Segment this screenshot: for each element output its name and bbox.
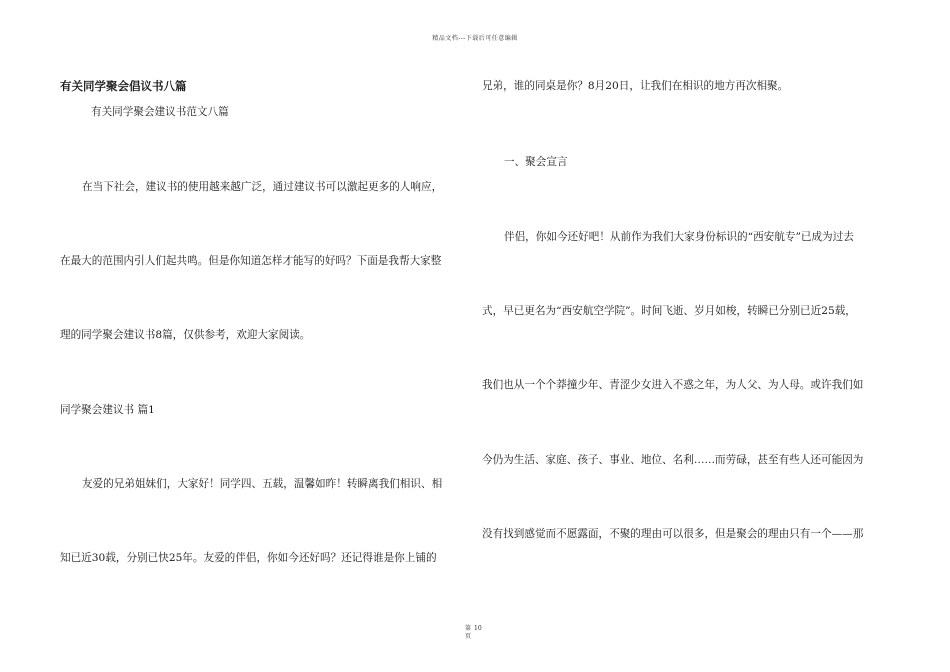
- document-title: 有关同学聚会倡议书八篇: [60, 79, 187, 93]
- page-footer: [465, 625, 482, 641]
- page-label-top: 第: [465, 625, 472, 632]
- paragraph-line: 在当下社会，建议书的使用越来越广泛，通过建议书可以激起更多的人响应，: [82, 181, 443, 193]
- paragraph-line: 知已近30载，分别已快25年。友爱的伴侣，你如今还好吗？还记得谁是你上铺的: [60, 552, 437, 564]
- paragraph-line: 兄弟，谁的同桌是你？8月20日，让我们在相识的地方再次相聚。: [482, 80, 789, 92]
- paragraph-line: 没有找到感觉而不愿露面，不聚的理由可以很多，但是聚会的理由只有一个——那: [482, 528, 864, 540]
- paragraph-line: 理的同学聚会建议书8篇，仅供参考，欢迎大家阅读。: [60, 329, 311, 341]
- paragraph-line: 式，早已更名为“西安航空学院”。时间飞逝、岁月如梭，转瞬已分别已近25载，: [482, 305, 856, 317]
- page-header: 精品文档---下载后可任意编辑: [432, 35, 518, 42]
- paragraph-line: 今仍为生活、家庭、孩子、事业、地位、名利……而劳碌，甚至有些人还可能因为: [482, 454, 864, 466]
- page-number: 10: [474, 625, 482, 632]
- paragraph-line: 伴侣，你如今还好吧！从前作为我们大家身份标识的“西安航专”已成为过去: [504, 231, 854, 243]
- paragraph-line: 在最大的范围内引人们起共鸣。但是你知道怎样才能写的好吗？下面是我帮大家整: [60, 255, 442, 267]
- section-heading: 一、聚会宣言: [504, 156, 568, 168]
- section-heading: 同学聚会建议书 篇1: [60, 404, 155, 416]
- page-label-bottom: 页: [465, 633, 472, 640]
- paragraph-line: 我们也从一个个莽撞少年、青涩少女进入不惑之年，为人父、为人母。或许我们如: [482, 379, 864, 391]
- document-subtitle: 有关同学聚会建议书范文八篇: [91, 106, 229, 118]
- paragraph-line: 友爱的兄弟姐妹们，大家好！同学四、五载，温馨如昨！转瞬离我们相识、相: [82, 478, 443, 490]
